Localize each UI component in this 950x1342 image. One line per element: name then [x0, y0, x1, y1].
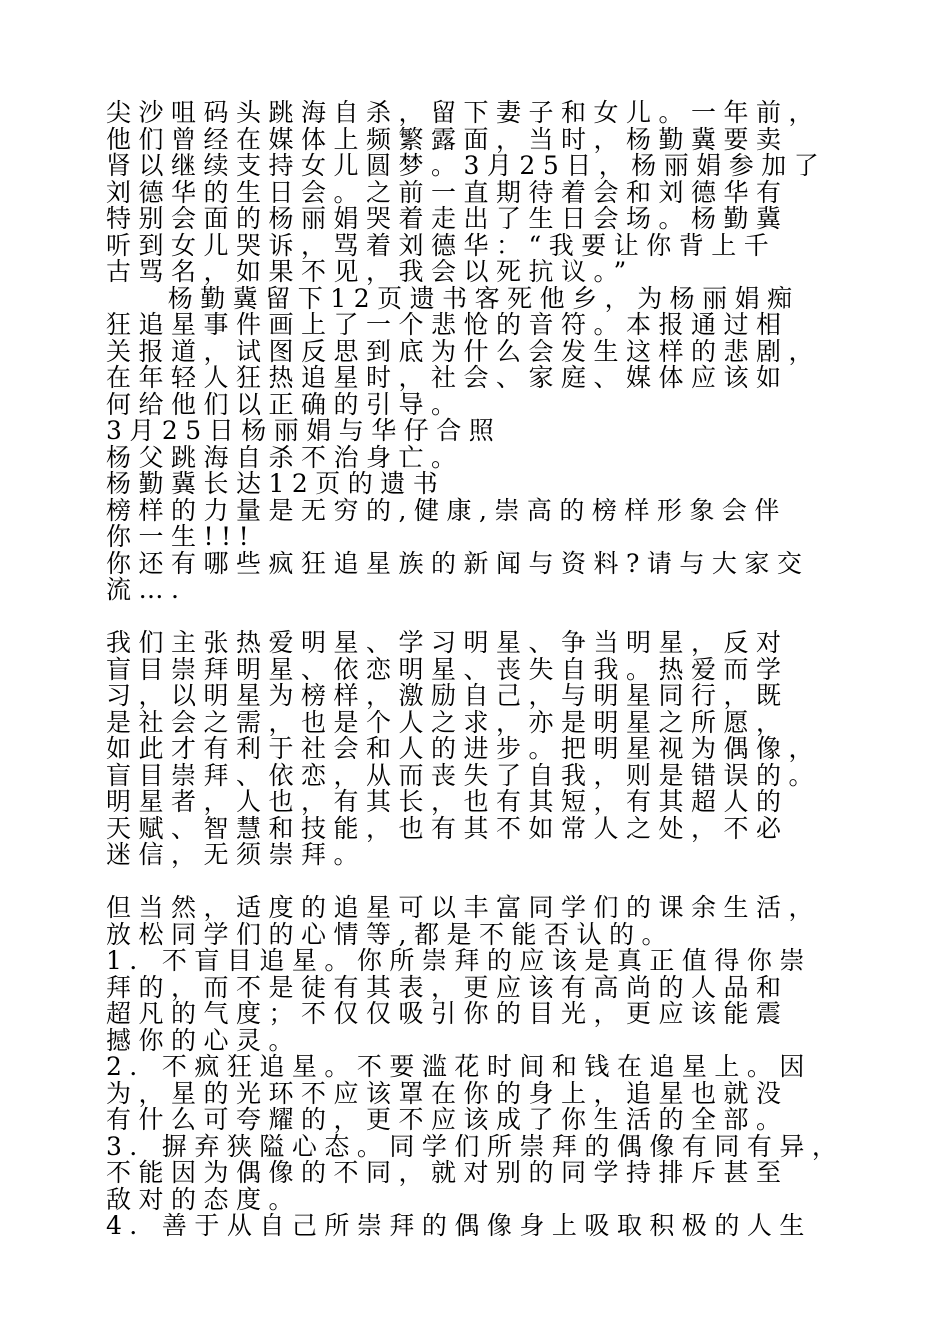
list-item: 2．不疯狂追星。不要滥花时间和钱在追星上。因 [106, 1052, 812, 1081]
text-line: 拜的，而不是徒有其表，更应该有高尚的人品和 [106, 972, 789, 1002]
text-line: 迷信，无须崇拜。 [106, 840, 367, 869]
text-line: 盲目崇拜明星、依恋明星、丧失自我。热爱而学 [106, 654, 789, 684]
document-body [106, 100, 846, 1240]
text-line: 特别会面的杨丽娟哭着走出了生日会场。杨勤冀 [106, 204, 789, 233]
text-line: 是社会之需，也是个人之求，亦是明星之所愿， [106, 707, 789, 737]
text-line: 超凡的气度；不仅仅吸引你的目光，更应该能震 [106, 999, 789, 1028]
text-line: 狂追星事件画上了一个悲怆的音符。本报通过相 [106, 310, 789, 339]
text-line: 在年轻人狂热追星时，社会、家庭、媒体应该如 [106, 363, 789, 392]
text-line: 明星者，人也，有其长，也有其短，有其超人的 [106, 787, 789, 816]
caption-line: 杨父跳海自杀不治身亡。 [106, 442, 464, 472]
text-line: 你一生!!! [106, 522, 257, 551]
text-line: 刘德华的生日会。之前一直期待着会和刘德华有 [106, 177, 789, 207]
text-line: 敌对的态度。 [106, 1184, 302, 1214]
text-line: 听到女儿哭诉，骂着刘德华：“我要让你背上千 [106, 230, 777, 260]
text-line: 撼你的心灵。 [106, 1025, 302, 1055]
list-item: 3．摒弃狭隘心态。同学们所崇拜的偶像有同有异， [106, 1131, 845, 1161]
text-line: 榜样的力量是无穷的,健康,崇高的榜样形象会伴 [106, 495, 787, 525]
list-item: 4．善于从自己所崇拜的偶像身上吸取积极的人生 [106, 1211, 812, 1240]
text-line: 何给他们以正确的引导。 [106, 389, 464, 419]
text-line: 不能因为偶像的不同，就对别的同学持排斥甚至 [106, 1158, 789, 1187]
text-line: 放松同学们的心情等,都是不能否认的。 [106, 919, 674, 949]
blank-line [106, 869, 846, 896]
text-line: 有什么可夸耀的，更不应该成了你生活的全部。 [106, 1105, 789, 1134]
text-line: 但当然，适度的追星可以丰富同学们的课余生活， [106, 893, 822, 922]
text-line: 为，星的光环不应该罩在你的身上，追星也就没 [106, 1078, 789, 1108]
text-line: 习，以明星为榜样，激励自己，与明星同行，既 [106, 681, 789, 710]
text-line: 流…. [106, 575, 187, 604]
text-line: 杨勤冀留下12页遗书客死他乡，为杨丽娟痴 [106, 283, 800, 313]
text-line: 如此才有利于社会和人的进步。把明星视为偶像， [106, 734, 822, 763]
text-line: 古骂名，如果不见，我会以死抗议。” [106, 257, 634, 286]
text-line: 天赋、智慧和技能，也有其不如常人之处，不必 [106, 813, 789, 843]
caption-line: 3月25日杨丽娟与华仔合照 [106, 416, 502, 445]
list-item: 1．不盲目追星。你所崇拜的应该是真正值得你崇 [106, 946, 812, 975]
text-line: 他们曾经在媒体上频繁露面，当时，杨勤冀要卖 [106, 124, 789, 154]
text-line: 盲目崇拜、依恋，从而丧失了自我，则是错误的。 [106, 760, 822, 790]
text-line: 我们主张热爱明星、学习明星、争当明星，反对 [106, 628, 789, 657]
text-line: 你还有哪些疯狂追星族的新闻与资料?请与大家交 [106, 548, 810, 578]
text-line: 关报道，试图反思到底为什么会发生这样的悲剧， [106, 336, 822, 366]
text-line: 尖沙咀码头跳海自杀，留下妻子和女儿。一年前， [106, 98, 822, 127]
text-line: 肾以继续支持女儿圆梦。3月25日，杨丽娟参加了 [106, 151, 827, 180]
caption-line: 杨勤冀长达12页的遗书 [106, 469, 446, 498]
blank-line [106, 604, 846, 631]
